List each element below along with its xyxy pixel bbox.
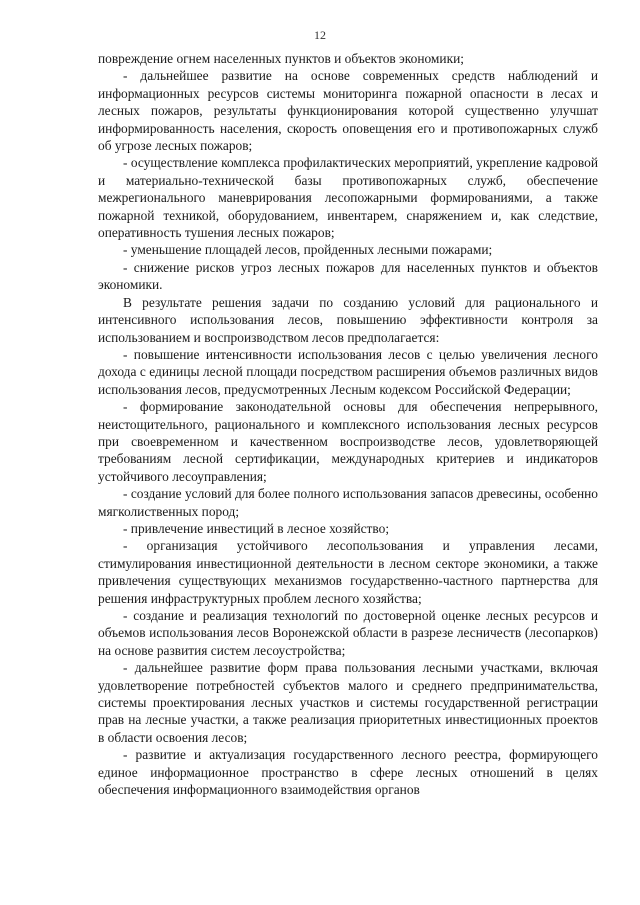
paragraph: - дальнейшее развитие на основе современных средств наблюдений и информационных ресурсов системы мониторинга пожарной опасности в лесах и лесных пожаров, результаты функционирования которой существенно улучшат информированность населения, скорость оповещения его и противопожарных служб об угрозе лесных пожаров; — [98, 68, 598, 154]
paragraph: - привлечение инвестиций в лесное хозяйство; — [123, 520, 390, 536]
paragraph: - создание и реализация технологий по достоверной оценке лесных ресурсов и объемов использования лесов Воронежской области в разрезе лесничеств (лесопарков) на основе развития систем лесоустройства; — [98, 608, 598, 658]
page-number: 12 — [314, 28, 326, 42]
paragraph: - развитие и актуализация государственного лесного реестра, формирующего единое информационное пространство в сфере лесных отношений в целях обеспечения информационного взаимодействия органов — [98, 747, 598, 798]
paragraph: В результате решения задачи по созданию условий для рационального и интенсивного использования лесов, повышению эффективности контроля за использованием и воспроизводством лесов предполагается: — [98, 294, 598, 345]
paragraph: - уменьшение площадей лесов, пройденных лесными пожарами; — [123, 242, 493, 258]
paragraph: - повышение интенсивности использования лесов с целью увеличения лесного дохода с единицы лесной площади посредством расширения объемов различных видов использования лесов, предусмотренных Лесным кодексом Российской Федерации; — [98, 346, 598, 397]
paragraph: - снижение рисков угроз лесных пожаров для населенных пунктов и объектов экономики. — [98, 259, 598, 293]
paragraph: - осуществление комплекса профилактических мероприятий, укрепление кадровой и материально-технической базы противопожарных служб, обеспечение межрегионального маневрирования лесопожарными формированиями, а также пожарной техникой, оборудованием, инвентарем, снаряжением и, как следствие, оперативность тушения лесных пожаров; — [98, 155, 598, 241]
document-body — [98, 50, 598, 798]
paragraph: - организация устойчивого лесопользования и управления лесами, стимулирования инвестиционной деятельности в лесном секторе экономики, а также привлечения существующих механизмов государственно-частного партнерства для решения инфраструктурных проблем лесного хозяйства; — [98, 538, 598, 606]
paragraph: - формирование законодательной основы для обеспечения непрерывного, неистощительного, рационального и комплексного использования лесных ресурсов при своевременном и качественном воспроизводстве лесов, удовлетворяющей требованиям лесной сертификации, международных критериев и индикаторов устойчивого лесоуправления; — [98, 399, 598, 484]
paragraph: - создание условий для более полного использования запасов древесины, особенно мягколиственных пород; — [98, 486, 598, 519]
paragraph: - дальнейшее развитие форм права пользования лесными участками, включая удовлетворение потребностей субъектов малого и среднего предпринимательства, системы проектирования лесных участков и системы государственной регистрации прав на лесные участки, а также реализация приоритетных инвестиционных проектов в области освоения лесов; — [98, 660, 598, 745]
paragraph: повреждение огнем населенных пунктов и объектов экономики; — [98, 51, 464, 66]
